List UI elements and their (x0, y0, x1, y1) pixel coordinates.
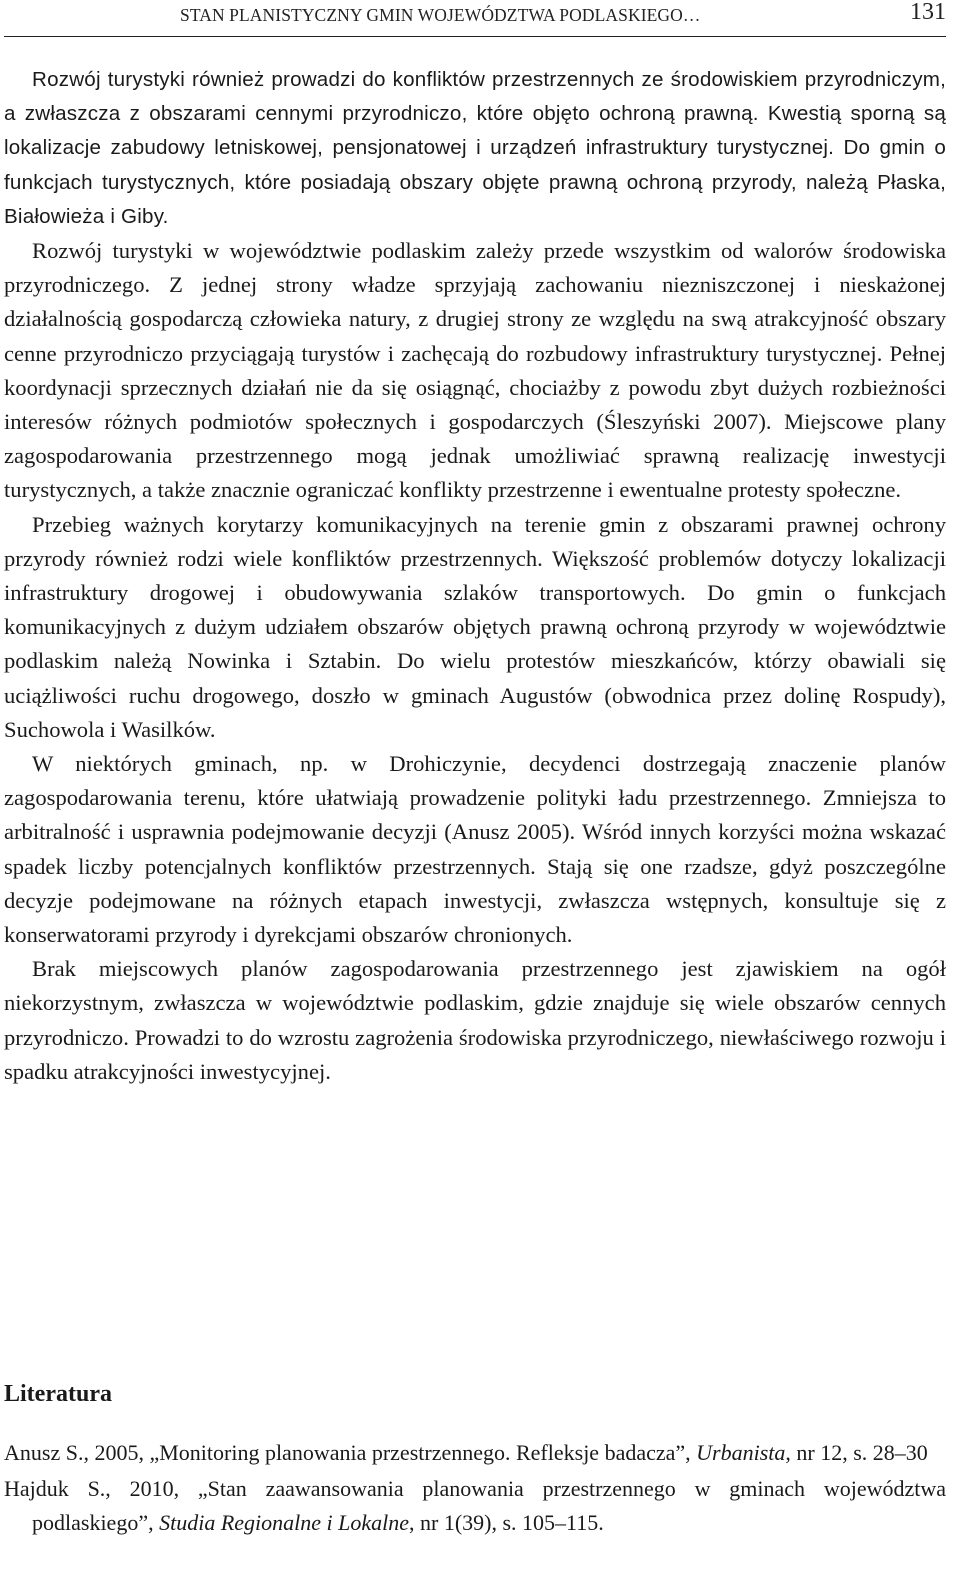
running-title: STAN PLANISTYCZNY GMIN WOJEWÓDZTWA PODLASKIEGO… (180, 5, 701, 25)
paragraph-5: Brak miejscowych planów zagospodarowania przestrzennego jest zjawiskiem na ogół niekorzystnym, zwłaszcza w województwie podlaskim, gdzie znajduje się wiele obszarów cennych przyrodniczo. Prowadzi to do wzrostu zagrożenia środowiska przyrodniczego, niewłaściwego rozwoju i spadku atrakcyjności inwestycyjnej. (4, 956, 946, 1084)
paragraph-4: W niektórych gminach, np. w Drohiczynie, decydenci dostrzegają znaczenie planów zagospodarowania terenu, które ułatwiają prowadzenie polityki ładu przestrzennego. Zmniejsza to arbitralność i usprawnia podejmowanie decyzji (Anusz 2005). Wśród innych korzyści można wskazać spadek liczby potencjalnych konfliktów przestrzennych. Stają się one rzadsze, gdyż poszczególne decyzje podejmowane na różnych etapach inwestycji, zwłaszcza wstępnych, konsultuje się z konserwatorami przyrody i dyrekcjami obszarów chronionych. (4, 751, 946, 948)
running-header (4, 0, 946, 37)
reference-item (4, 1472, 946, 1540)
reference-details: , nr 1(39), s. 105–115. (409, 1510, 604, 1535)
reference-list (4, 1436, 946, 1540)
reference-source: Urbanista (696, 1440, 786, 1465)
reference-text: Hajduk S., 2010, „Stan zaawansowania planowania przestrzennego w gminach województwa podlaskiego”, (4, 1476, 946, 1535)
document-page (4, 0, 946, 1585)
reference-text: Anusz S., 2005, „Monitoring planowania przestrzennego. Refleksje badacza”, (4, 1440, 697, 1465)
body-text (4, 63, 946, 1089)
paragraph-1: Rozwój turystyki również prowadzi do konfliktów przestrzennych ze środowiskiem przyrodniczym, a zwłaszcza z obszarami cennymi przyrodniczo, które objęto ochroną prawną. Kwestią sporną są lokalizacje zabudowy letniskowej, pensjonatowej i urządzeń infrastruktury turystycznej. Do gmin o funkcjach turystycznych, które posiadają obszary objęte prawną ochroną przyrody, należą Płaska, Białowieża i Giby. (4, 68, 946, 228)
reference-source: Studia Regionalne i Lokalne (159, 1510, 409, 1535)
paragraph-3: Przebieg ważnych korytarzy komunikacyjnych na terenie gmin z obszarami prawnej ochrony przyrody również rodzi wiele konfliktów przestrzennych. Większość problemów dotyczy lokalizacji infrastruktury drogowej i obudowywania szlaków transportowych. Do gmin o funkcjach komunikacyjnych z dużym udziałem obszarów objętych prawną ochroną przyrody w województwie podlaskim należą Nowinka i Sztabin. Do wielu protestów mieszkańców, którzy obawiali się uciążliwości ruchu drogowego, doszło w gminach Augustów (obwodnica przez dolinę Rospudy), Suchowola i Wasilków. (4, 511, 946, 742)
reference-details: , nr 12, s. 28–30 (785, 1440, 928, 1465)
literature-heading: Literatura (4, 1381, 112, 1407)
page-number: 131 (910, 0, 946, 25)
paragraph-2: Rozwój turystyki w województwie podlaskim zależy przede wszystkim od walorów środowiska przyrodniczego. Z jednej strony władze sprzyjają zachowaniu niezniszczonej i nieskażonej działalnością gospodarczą człowieka natury, z drugiej strony ze względu na swą atrakcyjność obszary cenne przyrodniczo przyciągają turystów i zachęcają do rozbudowy infrastruktury turystycznej. Pełnej koordynacji sprzecznych działań nie da się osiągnąć, chociażby z powodu zbyt dużych rozbieżności interesów różnych podmiotów społecznych i gospodarczych (Śleszyński 2007). Miejscowe plany zagospodarowania przestrzennego mogą jednak umożliwiać sprawną realizację inwestycji turystycznych, a także znacznie ograniczać konflikty przestrzenne i ewentualne protesty społeczne. (4, 238, 946, 503)
reference-item (4, 1436, 946, 1470)
